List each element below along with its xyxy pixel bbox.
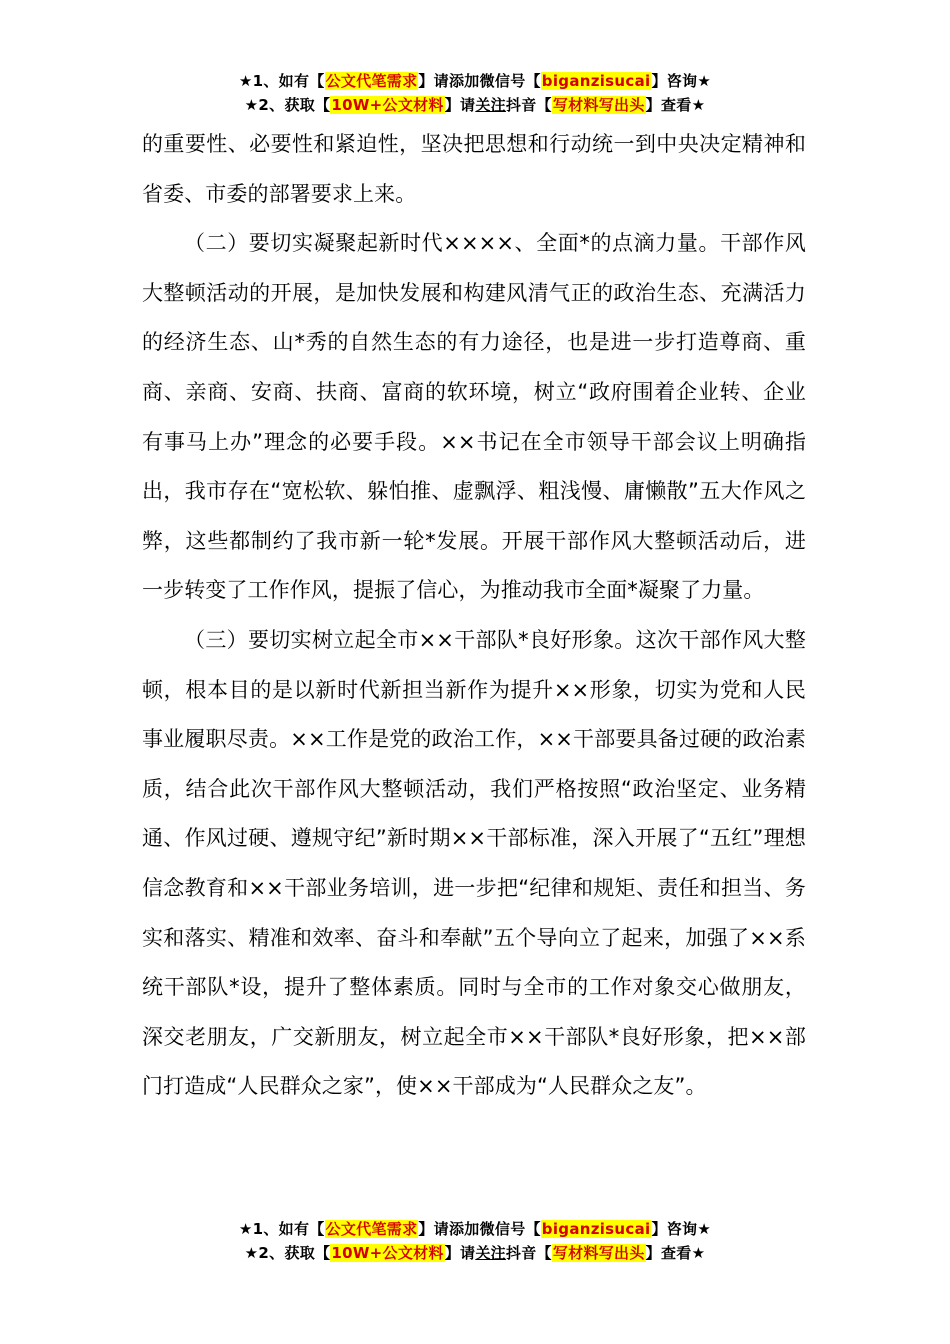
paragraph-section-3: （三）要切实树立起全市××干部队*良好形象。这次干部作风大整顿，根本目的是以新时代新担当新作为提升××形象，切实为党和人民事业履职尽责。××工作是党的政治工作，××干部要具备过硬的政治素质，结合此次干部作风大整顿活动，我们严格按照“政治坚定、业务精通、作风过硬、遵规守纪”新时期××干部标准，深入开展了“五红”理想信念教育和××干部业务培训，进一步把“纪律和规矩、责任和担当、务实和落实、精准和效率、奋斗和奉献”五个导向立了起来，加强了××系统干部队*设，提升了整体素质。同时与全市的工作对象交心做朋友，深交老朋友，广交新朋友，树立起全市××干部队*良好形象，把××部门打造成“人民群众之家”，使××干部成为“人民群众之友”。 xyxy=(142,627,806,1099)
banner-line-1: ★1、如有【公文代笔需求】请添加微信号【biganzisucai】咨询★ xyxy=(238,72,712,90)
highlight-materials: 10W+公文材料 xyxy=(331,96,444,114)
banner-line-2: ★2、获取【10W+公文材料】请关注抖音【写材料写出头】查看★ xyxy=(244,96,706,114)
highlight-douyin-account: 写材料写出头 xyxy=(552,96,645,114)
highlight-douyin-account: 写材料写出头 xyxy=(552,1244,645,1262)
paragraph-continuation: 的重要性、必要性和紧迫性，坚决把思想和行动统一到中央决定精神和省委、市委的部署要求上来。 xyxy=(142,132,806,206)
paragraph-section-2: （二）要切实凝聚起新时代××××、全面*的点滴力量。干部作风大整顿活动的开展，是加快发展和构建风清气正的政治生态、充满活力的经济生态、山*秀的自然生态的有力途径，也是进一步打造尊商、重商、亲商、安商、扶商、富商的软环境，树立“政府围着企业转、企业有事马上办”理念的必要手段。××书记在全市领导干部会议上明确指出，我市存在“宽松软、躲怕推、虚飘浮、粗浅慢、庸懒散”五大作风之弊，这些都制约了我市新一轮*发展。开展干部作风大整顿活动后，进一步转变了工作作风，提振了信心，为推动我市全面*凝聚了力量。 xyxy=(142,231,806,603)
highlight-service: 公文代笔需求 xyxy=(325,1220,418,1238)
footer-banner xyxy=(0,1217,950,1265)
document-body xyxy=(142,120,806,1112)
highlight-wechat-id: biganzisucai xyxy=(541,1220,651,1238)
header-banner xyxy=(0,69,950,117)
highlight-wechat-id: biganzisucai xyxy=(541,72,651,90)
highlight-service: 公文代笔需求 xyxy=(325,72,418,90)
highlight-materials: 10W+公文材料 xyxy=(331,1244,444,1262)
banner-line-2: ★2、获取【10W+公文材料】请关注抖音【写材料写出头】查看★ xyxy=(244,1244,706,1262)
banner-line-1: ★1、如有【公文代笔需求】请添加微信号【biganzisucai】咨询★ xyxy=(238,1220,712,1238)
